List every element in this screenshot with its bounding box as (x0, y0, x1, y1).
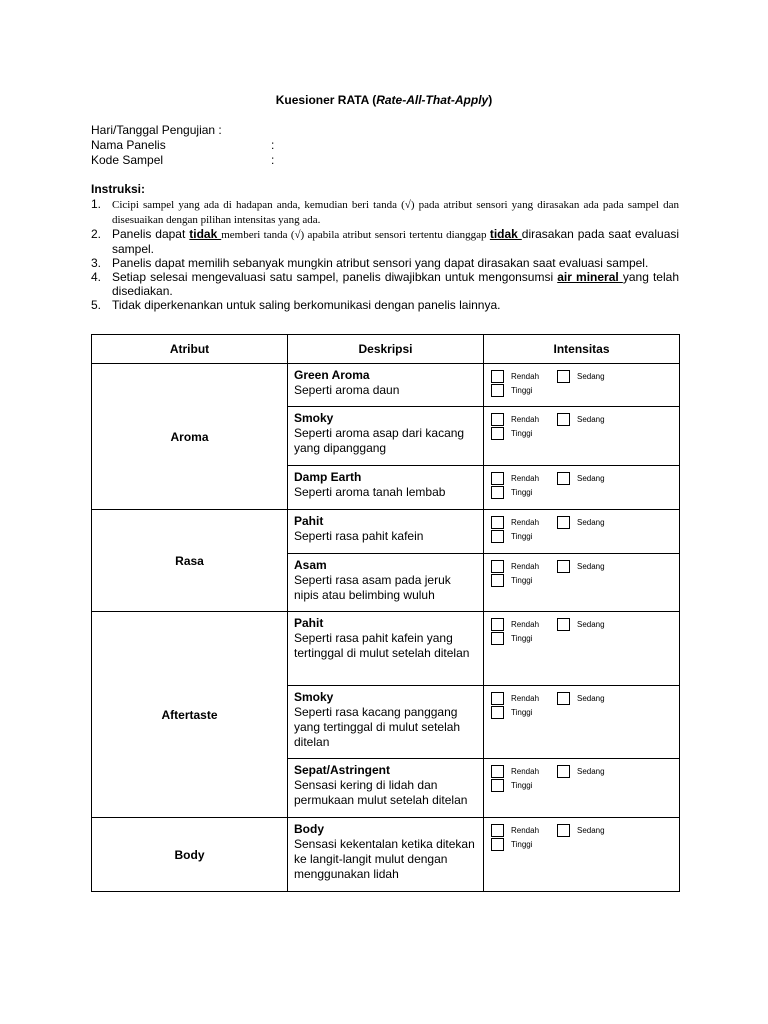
description-cell (288, 466, 484, 510)
intensity-label: Sedang (577, 826, 605, 835)
intensity-option-rendah (491, 692, 557, 705)
intensity-option-rendah (491, 413, 557, 426)
descriptor-text: Seperti rasa kacang panggang yang tertinggal di mulut setelah ditelan (294, 705, 461, 749)
intensity-option-sedang (557, 370, 623, 383)
descriptor-text: Seperti aroma daun (294, 383, 400, 397)
checkbox-rendah[interactable] (491, 516, 504, 529)
descriptor-name: Pahit (294, 514, 324, 528)
checkbox-rendah[interactable] (491, 824, 504, 837)
intensity-option-tinggi (491, 384, 557, 397)
intensity-cell (484, 510, 680, 554)
meta-row-sample-code: Kode Sampel : (91, 153, 275, 167)
intensity-label: Sedang (577, 694, 605, 703)
instruction-number: 4. (91, 270, 102, 284)
meta-row-date: Hari/Tanggal Pengujian : (91, 123, 222, 137)
table-header-row (92, 335, 680, 364)
instruction-text: Panelis dapat memilih sebanyak mungkin atribut sensori yang dapat dirasakan saat evaluasi sampel. (112, 256, 649, 270)
descriptor-text: Seperti rasa asam pada jeruk nipis atau belimbing wuluh (294, 573, 451, 602)
description-cell (288, 510, 484, 554)
intensity-option-rendah (491, 618, 557, 631)
instruction-number: 1. (91, 197, 102, 211)
intensity-label: Rendah (511, 826, 540, 835)
intensity-label: Sedang (577, 767, 605, 776)
descriptor-name: Smoky (294, 690, 334, 704)
descriptor-name: Asam (294, 558, 327, 572)
rata-table (91, 334, 680, 892)
instruction-text: Tidak diperkenankan untuk saling berkomunikasi dengan panelis lainnya. (112, 298, 501, 312)
intensity-option-sedang (557, 692, 623, 705)
checkbox-tinggi[interactable] (491, 779, 504, 792)
intensity-option-sedang (557, 618, 623, 631)
emphasis-text: air mineral (557, 270, 623, 284)
header-description: Deskripsi (288, 335, 484, 364)
table-row (92, 510, 680, 554)
descriptor-name: Damp Earth (294, 470, 362, 484)
descriptor-name: Green Aroma (294, 368, 370, 382)
checkbox-sedang[interactable] (557, 472, 570, 485)
checkbox-tinggi[interactable] (491, 427, 504, 440)
attribute-cell: Aroma (92, 364, 288, 510)
checkbox-tinggi[interactable] (491, 384, 504, 397)
emphasis-text: tidak (489, 227, 522, 241)
intensity-option-rendah (491, 765, 557, 778)
intensity-label: Rendah (511, 474, 540, 483)
intensity-label: Rendah (511, 767, 540, 776)
intensity-option-tinggi (491, 427, 557, 440)
attribute-cell: Rasa (92, 510, 288, 612)
intensity-label: Sedang (577, 372, 605, 381)
instruction-number: 3. (91, 256, 102, 270)
intensity-label: Sedang (577, 518, 605, 527)
instruction-text: memberi tanda (√) apabila atribut sensori tertentu dianggap (221, 229, 490, 241)
checkbox-sedang[interactable] (557, 516, 570, 529)
instructions (91, 182, 679, 312)
description-cell (288, 554, 484, 612)
checkbox-tinggi[interactable] (491, 574, 504, 587)
intensity-label: Rendah (511, 620, 540, 629)
descriptor-name: Body (294, 822, 324, 836)
instruction-number: 2. (91, 227, 102, 241)
description-cell (288, 759, 484, 818)
intensity-option-sedang (557, 413, 623, 426)
intensity-option-tinggi (491, 838, 557, 851)
intensity-option-tinggi (491, 779, 557, 792)
intensity-option-tinggi (491, 706, 557, 719)
intensity-label: Tinggi (511, 708, 533, 717)
instruction-item (91, 197, 679, 227)
instruction-text: Setiap selesai mengevaluasi satu sampel, panelis diwajibkan untuk mengonsumsi (112, 270, 558, 284)
intensity-label: Tinggi (511, 634, 533, 643)
description-cell (288, 686, 484, 759)
intensity-label: Rendah (511, 415, 540, 424)
description-cell (288, 364, 484, 407)
intensity-label: Tinggi (511, 576, 533, 585)
intensity-label: Rendah (511, 518, 540, 527)
table-row (92, 364, 680, 407)
instruction-number: 5. (91, 298, 102, 312)
descriptor-text: Seperti aroma tanah lembab (294, 485, 446, 499)
intensity-label: Tinggi (511, 429, 533, 438)
intensity-option-tinggi (491, 632, 557, 645)
intensity-option-rendah (491, 516, 557, 529)
checkbox-tinggi[interactable] (491, 838, 504, 851)
descriptor-text: Seperti rasa pahit kafein (294, 529, 424, 543)
checkbox-rendah[interactable] (491, 413, 504, 426)
intensity-label: Sedang (577, 620, 605, 629)
checkbox-sedang[interactable] (557, 765, 570, 778)
intensity-cell (484, 759, 680, 818)
attribute-cell: Body (92, 818, 288, 892)
checkbox-rendah[interactable] (491, 472, 504, 485)
checkbox-tinggi[interactable] (491, 530, 504, 543)
attribute-cell: Aftertaste (92, 612, 288, 818)
intensity-option-rendah (491, 560, 557, 573)
intensity-option-tinggi (491, 486, 557, 499)
intensity-cell (484, 818, 680, 892)
instruction-item (91, 298, 679, 312)
intensity-label: Tinggi (511, 781, 533, 790)
intensity-label: Rendah (511, 562, 540, 571)
intensity-cell (484, 612, 680, 686)
description-cell (288, 612, 484, 686)
instruction-text: Panelis dapat (112, 227, 190, 241)
checkbox-tinggi[interactable] (491, 706, 504, 719)
checkbox-sedang[interactable] (557, 618, 570, 631)
emphasis-text: tidak (189, 227, 222, 241)
intensity-cell (484, 686, 680, 759)
intensity-cell (484, 364, 680, 407)
checkbox-tinggi[interactable] (491, 632, 504, 645)
instruction-item (91, 227, 679, 256)
instruction-text: dirasakan pada saat evaluasi sampel. (112, 227, 680, 256)
page-title: Kuesioner RATA (Rate-All-That-Apply) (275, 93, 493, 107)
checkbox-rendah[interactable] (491, 765, 504, 778)
instruction-text: Cicipi sampel yang ada di hadapan anda, kemudian beri tanda (√) pada atribut sensori yang dirasakan ada pada sampel dan disesuaikan dengan pilihan intensitas yang ada. (112, 199, 679, 226)
intensity-label: Rendah (511, 372, 540, 381)
checkbox-rendah[interactable] (491, 560, 504, 573)
checkbox-sedang[interactable] (557, 413, 570, 426)
intensity-label: Sedang (577, 415, 605, 424)
checkbox-rendah[interactable] (491, 692, 504, 705)
descriptor-text: Sensasi kekentalan ketika ditekan ke langit-langit mulut dengan menggunakan lidah (294, 837, 475, 881)
intensity-option-tinggi (491, 530, 557, 543)
intensity-option-sedang (557, 824, 623, 837)
intensity-label: Tinggi (511, 840, 533, 849)
respondent-info (91, 123, 275, 168)
description-cell (288, 818, 484, 892)
intensity-label: Tinggi (511, 488, 533, 497)
table-row (92, 818, 680, 892)
intensity-option-rendah (491, 824, 557, 837)
intensity-option-sedang (557, 765, 623, 778)
description-cell (288, 407, 484, 466)
meta-row-panelist-name: Nama Panelis : (91, 138, 275, 152)
checkbox-rendah[interactable] (491, 370, 504, 383)
checkbox-sedang[interactable] (557, 560, 570, 573)
intensity-label: Rendah (511, 694, 540, 703)
instruction-item (91, 256, 679, 270)
intensity-cell (484, 554, 680, 612)
intensity-label: Tinggi (511, 386, 533, 395)
header-attribute: Atribut (92, 335, 288, 364)
intensity-label: Sedang (577, 474, 605, 483)
intensity-option-rendah (491, 370, 557, 383)
table-row (92, 612, 680, 686)
intensity-option-sedang (557, 472, 623, 485)
instructions-list (91, 197, 679, 312)
intensity-label: Tinggi (511, 532, 533, 541)
checkbox-sedang[interactable] (557, 692, 570, 705)
intensity-cell (484, 466, 680, 510)
intensity-option-sedang (557, 560, 623, 573)
descriptor-name: Pahit (294, 616, 324, 630)
checkbox-sedang[interactable] (557, 824, 570, 837)
intensity-option-rendah (491, 472, 557, 485)
checkbox-tinggi[interactable] (491, 486, 504, 499)
descriptor-name: Smoky (294, 411, 334, 425)
header-intensity: Intensitas (484, 335, 680, 364)
instruction-text: yang telah disediakan. (112, 270, 679, 298)
checkbox-sedang[interactable] (557, 370, 570, 383)
descriptor-text: Seperti rasa pahit kafein yang tertinggal di mulut setelah ditelan (294, 631, 470, 660)
descriptor-text: Sensasi kering di lidah dan permukaan mulut setelah ditelan (294, 778, 468, 807)
intensity-option-tinggi (491, 574, 557, 587)
instruction-item (91, 270, 679, 298)
instructions-heading: Instruksi: (91, 182, 146, 196)
intensity-cell (484, 407, 680, 466)
descriptor-name: Sepat/Astringent (294, 763, 391, 777)
intensity-label: Sedang (577, 562, 605, 571)
checkbox-rendah[interactable] (491, 618, 504, 631)
intensity-option-sedang (557, 516, 623, 529)
descriptor-text: Seperti aroma asap dari kacang yang dipanggang (294, 426, 465, 455)
